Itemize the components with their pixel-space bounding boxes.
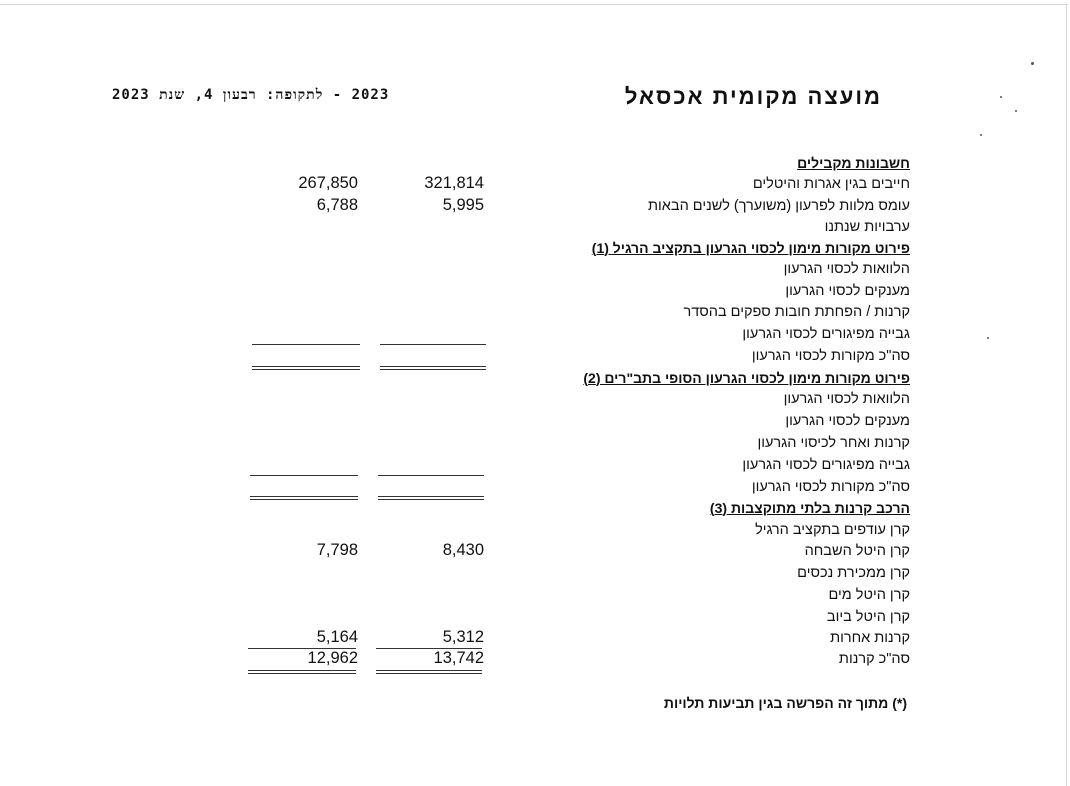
table-row <box>0 219 1070 241</box>
report-title: מועצה מקומית אכסאל <box>624 84 882 109</box>
subtotal-rule <box>250 475 358 476</box>
total-double-rule <box>378 496 484 500</box>
row-label: קרן היטל ביוב <box>826 609 910 625</box>
row-label: הלוואות לכסוי הגרעון <box>783 391 910 407</box>
table-row <box>0 391 1070 413</box>
row-label: סה"כ קרנות <box>838 651 910 667</box>
table-row <box>0 348 1070 370</box>
scan-speck <box>1000 96 1002 98</box>
total-double-rule <box>376 670 482 674</box>
row-label: קרן עודפים בתקציב הרגיל <box>755 522 910 538</box>
table-row <box>0 176 1070 198</box>
value-current-year: 5,995 <box>442 196 484 214</box>
row-label: קרן ממכירת נכסים <box>797 565 910 581</box>
scan-speck <box>980 134 982 136</box>
subtotal-rule <box>378 475 484 476</box>
table-row <box>0 651 1070 673</box>
table-row <box>0 413 1070 435</box>
table-row <box>0 609 1070 631</box>
table-row <box>0 587 1070 609</box>
row-label: פירוט מקורות מימון לכסוי הגרעון הסופי בתב"רים (2) <box>583 370 910 386</box>
total-double-rule <box>380 366 486 370</box>
table-row <box>0 543 1070 565</box>
table-row <box>0 304 1070 326</box>
section-heading-row <box>0 155 1070 177</box>
scan-speck <box>1015 110 1017 112</box>
subtotal-rule <box>248 648 356 649</box>
row-label: חייבים בגין אגרות והיטלים <box>752 176 910 192</box>
row-label: הלוואות לכסוי הגרעון <box>783 261 910 277</box>
value-prior-year: 5,164 <box>316 628 358 646</box>
row-label: מענקים לכסוי הגרעון <box>785 283 910 299</box>
row-label: קרנות ואחר לכיסוי הגרעון <box>757 435 910 451</box>
value-prior-year: 7,798 <box>316 541 358 559</box>
table-row <box>0 261 1070 283</box>
value-prior-year: 6,788 <box>316 196 358 214</box>
row-label: סה"כ מקורות לכסוי הגרעון <box>751 479 910 495</box>
value-current-year: 5,312 <box>442 628 484 646</box>
section-heading-row <box>0 500 1070 522</box>
row-label: קרן היטל השבחה <box>804 543 910 559</box>
row-label: מענקים לכסוי הגרעון <box>785 413 910 429</box>
row-label: גבייה מפיגורים לכסוי הגרעון <box>742 457 910 473</box>
total-double-rule <box>248 670 356 674</box>
page-border-top <box>0 4 1068 5</box>
report-period: 2023 - לתקופה: רבעון 4, שנת 2023 <box>112 87 390 103</box>
row-label: סה"כ מקורות לכסוי הגרעון <box>751 348 910 364</box>
value-current-year: 8,430 <box>442 541 484 559</box>
total-double-rule <box>252 366 360 370</box>
table-row <box>0 326 1070 348</box>
section-heading-row <box>0 240 1070 262</box>
subtotal-rule <box>380 344 486 345</box>
value-current-year: 13,742 <box>433 649 484 667</box>
table-row <box>0 457 1070 479</box>
table-row <box>0 479 1070 501</box>
row-label: עומס מלוות לפרעון (משוערך) לשנים הבאות <box>648 198 910 214</box>
footnote: (*) מתוך זה הפרשה בגין תביעות תלויות <box>663 695 907 711</box>
table-row <box>0 565 1070 587</box>
table-row <box>0 630 1070 652</box>
row-label: הרכב קרנות בלתי מתוקצבות (3) <box>709 500 910 516</box>
row-label: ערבויות שנתנו <box>824 219 910 235</box>
row-label: קרנות / הפחתת חובות ספקים בהסדר <box>683 304 910 320</box>
subtotal-rule <box>252 344 360 345</box>
scan-speck <box>1031 62 1034 65</box>
value-prior-year: 267,850 <box>298 174 358 192</box>
subtotal-rule <box>376 648 482 649</box>
row-label: חשבונות מקבילים <box>797 155 910 171</box>
row-label: קרנות אחרות <box>830 630 910 646</box>
section-heading-row <box>0 370 1070 392</box>
table-row <box>0 283 1070 305</box>
table-row <box>0 522 1070 544</box>
value-prior-year: 12,962 <box>307 649 358 667</box>
row-label: פירוט מקורות מימון לכסוי הגרעון בתקציב הרגיל (1) <box>591 240 910 256</box>
table-row <box>0 198 1070 220</box>
row-label: גבייה מפיגורים לכסוי הגרעון <box>742 326 910 342</box>
value-current-year: 321,814 <box>424 174 484 192</box>
table-row <box>0 435 1070 457</box>
row-label: קרן היטל מים <box>828 587 910 603</box>
total-double-rule <box>250 496 358 500</box>
